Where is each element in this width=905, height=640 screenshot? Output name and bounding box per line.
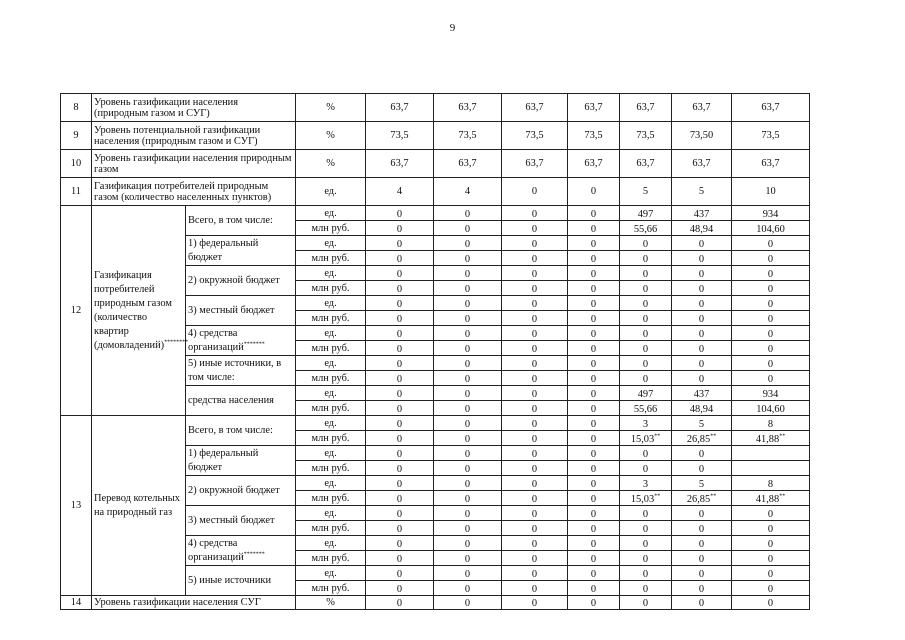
- value-cell: 0: [568, 521, 620, 536]
- value-cell: 63,7: [672, 150, 732, 178]
- value-cell: 63,7: [568, 94, 620, 122]
- value-cell: 63,7: [502, 94, 568, 122]
- source-label: Всего, в том числе:: [186, 416, 296, 446]
- value-cell: 0: [568, 206, 620, 221]
- value-cell: 0: [502, 551, 568, 566]
- value-cell: 0: [672, 356, 732, 371]
- value-cell: 0: [568, 356, 620, 371]
- value-cell: 0: [502, 491, 568, 506]
- unit-cell: ед.: [296, 178, 366, 206]
- value-cell: 0: [568, 236, 620, 251]
- row-number: 13: [61, 416, 92, 596]
- value-cell: 0: [366, 461, 434, 476]
- value-cell: 5: [620, 178, 672, 206]
- value-cell: 0: [366, 566, 434, 581]
- value-cell: 0: [434, 236, 502, 251]
- value-cell: 0: [620, 521, 672, 536]
- value-cell: 0: [568, 581, 620, 596]
- value-cell: 0: [620, 461, 672, 476]
- source-label: Всего, в том числе:: [186, 206, 296, 236]
- value-cell: 0: [568, 386, 620, 401]
- value-cell: 55,66: [620, 401, 672, 416]
- value-cell: 0: [672, 536, 732, 551]
- value-cell: 0: [434, 266, 502, 281]
- value-cell: 5: [672, 178, 732, 206]
- unit-cell: %: [296, 122, 366, 150]
- source-label: 3) местный бюджет: [186, 506, 296, 536]
- value-cell: 0: [568, 551, 620, 566]
- value-cell: 0: [366, 416, 434, 431]
- unit-cell: %: [296, 94, 366, 122]
- value-cell: 0: [502, 266, 568, 281]
- value-cell: 63,7: [434, 94, 502, 122]
- value-cell: 0: [732, 536, 810, 551]
- value-cell: 63,7: [366, 150, 434, 178]
- value-cell: 0: [434, 401, 502, 416]
- value-cell: 63,7: [502, 150, 568, 178]
- value-cell: 0: [568, 566, 620, 581]
- value-cell: 0: [568, 281, 620, 296]
- value-cell: 0: [732, 281, 810, 296]
- value-cell: 0: [568, 401, 620, 416]
- indicator-name: Уровень газификации населения природным газом: [92, 150, 296, 178]
- unit-cell: ед.: [296, 566, 366, 581]
- value-cell: 0: [568, 326, 620, 341]
- table-row: [61, 178, 810, 206]
- value-cell: 63,7: [732, 150, 810, 178]
- value-cell: 0: [620, 296, 672, 311]
- unit-cell: ед.: [296, 506, 366, 521]
- value-cell: 0: [620, 371, 672, 386]
- value-cell: 0: [434, 371, 502, 386]
- value-cell: 0: [732, 596, 810, 610]
- value-cell: 497: [620, 386, 672, 401]
- value-cell: 0: [434, 461, 502, 476]
- source-label: 1) федеральный бюджет: [186, 236, 296, 266]
- value-cell: 0: [568, 266, 620, 281]
- value-cell: 0: [366, 326, 434, 341]
- unit-cell: млн руб.: [296, 371, 366, 386]
- value-cell: 0: [366, 551, 434, 566]
- unit-cell: ед.: [296, 266, 366, 281]
- row-number: 9: [61, 122, 92, 150]
- value-cell: 0: [366, 536, 434, 551]
- value-cell: 0: [568, 178, 620, 206]
- row-number: 11: [61, 178, 92, 206]
- value-cell: 4: [434, 178, 502, 206]
- value-cell: 63,7: [620, 150, 672, 178]
- value-cell: 0: [502, 178, 568, 206]
- row-number: 12: [61, 206, 92, 416]
- value-cell: 0: [434, 581, 502, 596]
- value-cell: 437: [672, 386, 732, 401]
- unit-cell: млн руб.: [296, 281, 366, 296]
- value-cell: 10: [732, 178, 810, 206]
- value-cell: 0: [732, 521, 810, 536]
- value-cell: 0: [732, 311, 810, 326]
- value-cell: 0: [732, 326, 810, 341]
- value-cell: 0: [502, 521, 568, 536]
- value-cell: 0: [620, 236, 672, 251]
- table-row: [61, 94, 810, 122]
- value-cell: 0: [366, 506, 434, 521]
- value-cell: 0: [502, 461, 568, 476]
- value-cell: 0: [366, 281, 434, 296]
- source-label: 4) средства организаций*******: [186, 536, 296, 566]
- value-cell: 3: [620, 416, 672, 431]
- value-cell: 0: [502, 251, 568, 266]
- value-cell: 0: [620, 551, 672, 566]
- unit-cell: млн руб.: [296, 341, 366, 356]
- value-cell: 0: [502, 596, 568, 610]
- value-cell: 0: [434, 206, 502, 221]
- value-cell: 0: [434, 476, 502, 491]
- value-cell: 0: [672, 461, 732, 476]
- value-cell: 0: [620, 341, 672, 356]
- value-cell: [732, 461, 810, 476]
- value-cell: 0: [366, 446, 434, 461]
- source-label: 3) местный бюджет: [186, 296, 296, 326]
- value-cell: 0: [434, 506, 502, 521]
- value-cell: 0: [568, 416, 620, 431]
- unit-cell: ед.: [296, 386, 366, 401]
- value-cell: 0: [502, 371, 568, 386]
- unit-cell: млн руб.: [296, 491, 366, 506]
- value-cell: 0: [366, 596, 434, 610]
- value-cell: 0: [366, 491, 434, 506]
- value-cell: 0: [434, 491, 502, 506]
- value-cell: 0: [620, 506, 672, 521]
- value-cell: 0: [732, 236, 810, 251]
- value-cell: 0: [366, 386, 434, 401]
- value-cell: 0: [502, 431, 568, 446]
- value-cell: 0: [672, 446, 732, 461]
- value-cell: 0: [366, 356, 434, 371]
- unit-cell: ед.: [296, 476, 366, 491]
- value-cell: 0: [502, 206, 568, 221]
- value-cell: 0: [672, 371, 732, 386]
- value-cell: 0: [732, 371, 810, 386]
- value-cell: 26,85**: [672, 431, 732, 446]
- page-number: 9: [449, 22, 456, 34]
- value-cell: 63,7: [568, 150, 620, 178]
- table-body: [61, 94, 810, 610]
- unit-cell: млн руб.: [296, 581, 366, 596]
- value-cell: 0: [672, 266, 732, 281]
- unit-cell: ед.: [296, 416, 366, 431]
- indicator-name: Уровень газификации населения (природным газом и СУГ): [92, 94, 296, 122]
- source-label: средства населения: [186, 386, 296, 416]
- value-cell: 0: [434, 356, 502, 371]
- unit-cell: %: [296, 596, 366, 610]
- value-cell: 0: [366, 521, 434, 536]
- value-cell: 0: [502, 416, 568, 431]
- gasification-indicators-table: [60, 93, 810, 610]
- value-cell: 0: [672, 506, 732, 521]
- unit-cell: ед.: [296, 356, 366, 371]
- value-cell: 0: [366, 221, 434, 236]
- value-cell: 63,7: [672, 94, 732, 122]
- unit-cell: млн руб.: [296, 551, 366, 566]
- value-cell: 55,66: [620, 221, 672, 236]
- unit-cell: ед.: [296, 446, 366, 461]
- value-cell: 0: [568, 431, 620, 446]
- unit-cell: ед.: [296, 296, 366, 311]
- value-cell: 0: [502, 446, 568, 461]
- source-label: 4) средства организаций*******: [186, 326, 296, 356]
- value-cell: 0: [366, 476, 434, 491]
- value-cell: 73,5: [732, 122, 810, 150]
- value-cell: 15,03**: [620, 431, 672, 446]
- value-cell: 0: [672, 236, 732, 251]
- value-cell: 0: [366, 236, 434, 251]
- value-cell: 0: [502, 356, 568, 371]
- value-cell: 0: [366, 581, 434, 596]
- unit-cell: ед.: [296, 536, 366, 551]
- indicator-name: Газификация потребителей природным газом (количество населенных пунктов): [92, 178, 296, 206]
- unit-cell: млн руб.: [296, 401, 366, 416]
- value-cell: 0: [732, 266, 810, 281]
- value-cell: 0: [672, 341, 732, 356]
- value-cell: 0: [568, 491, 620, 506]
- value-cell: 0: [502, 401, 568, 416]
- value-cell: 4: [366, 178, 434, 206]
- value-cell: 0: [434, 221, 502, 236]
- value-cell: 104,60: [732, 221, 810, 236]
- value-cell: 0: [434, 416, 502, 431]
- value-cell: 0: [502, 506, 568, 521]
- value-cell: 0: [366, 206, 434, 221]
- value-cell: 0: [366, 251, 434, 266]
- row-number: 10: [61, 150, 92, 178]
- value-cell: 0: [620, 446, 672, 461]
- value-cell: 0: [620, 581, 672, 596]
- unit-cell: ед.: [296, 206, 366, 221]
- value-cell: 0: [732, 551, 810, 566]
- source-label: 1) федеральный бюджет: [186, 446, 296, 476]
- value-cell: 0: [568, 221, 620, 236]
- value-cell: 0: [620, 266, 672, 281]
- value-cell: 0: [568, 251, 620, 266]
- table-row: [61, 416, 810, 431]
- value-cell: 0: [502, 221, 568, 236]
- value-cell: 0: [434, 596, 502, 610]
- indicator-name: Газификация потребителей природным газом (количество квартир (домовладений)********: [92, 206, 186, 416]
- unit-cell: млн руб.: [296, 521, 366, 536]
- value-cell: 0: [434, 536, 502, 551]
- table-row: [61, 150, 810, 178]
- value-cell: 0: [732, 581, 810, 596]
- value-cell: 73,50: [672, 122, 732, 150]
- value-cell: 8: [732, 416, 810, 431]
- value-cell: 0: [672, 281, 732, 296]
- value-cell: 0: [620, 281, 672, 296]
- value-cell: 0: [434, 296, 502, 311]
- value-cell: 0: [568, 536, 620, 551]
- value-cell: 0: [366, 311, 434, 326]
- indicator-name: Перевод котельных на природный газ: [92, 416, 186, 596]
- value-cell: 73,5: [366, 122, 434, 150]
- value-cell: 73,5: [434, 122, 502, 150]
- value-cell: 0: [434, 566, 502, 581]
- value-cell: 48,94: [672, 221, 732, 236]
- value-cell: 73,5: [502, 122, 568, 150]
- value-cell: 0: [672, 566, 732, 581]
- source-label: 5) иные источники: [186, 566, 296, 596]
- value-cell: 0: [366, 341, 434, 356]
- value-cell: 0: [366, 266, 434, 281]
- value-cell: 0: [434, 446, 502, 461]
- value-cell: 497: [620, 206, 672, 221]
- row-number: 8: [61, 94, 92, 122]
- value-cell: 0: [568, 371, 620, 386]
- value-cell: 437: [672, 206, 732, 221]
- value-cell: 0: [434, 551, 502, 566]
- value-cell: 0: [502, 386, 568, 401]
- value-cell: 0: [502, 281, 568, 296]
- value-cell: 934: [732, 206, 810, 221]
- unit-cell: млн руб.: [296, 461, 366, 476]
- unit-cell: млн руб.: [296, 221, 366, 236]
- value-cell: 0: [620, 326, 672, 341]
- value-cell: 0: [568, 461, 620, 476]
- value-cell: 0: [620, 566, 672, 581]
- value-cell: 0: [568, 341, 620, 356]
- unit-cell: ед.: [296, 326, 366, 341]
- indicator-name: Уровень газификации населения СУГ: [92, 596, 296, 610]
- value-cell: 0: [434, 386, 502, 401]
- value-cell: 41,88**: [732, 491, 810, 506]
- value-cell: 0: [502, 296, 568, 311]
- value-cell: 0: [568, 446, 620, 461]
- value-cell: 0: [502, 581, 568, 596]
- value-cell: 0: [366, 371, 434, 386]
- value-cell: 73,5: [620, 122, 672, 150]
- value-cell: 0: [568, 311, 620, 326]
- source-label: 2) окружной бюджет: [186, 266, 296, 296]
- value-cell: 0: [672, 551, 732, 566]
- value-cell: 0: [366, 296, 434, 311]
- table-row: [61, 122, 810, 150]
- value-cell: 73,5: [568, 122, 620, 150]
- value-cell: 0: [434, 431, 502, 446]
- unit-cell: %: [296, 150, 366, 178]
- value-cell: 0: [620, 311, 672, 326]
- value-cell: 5: [672, 416, 732, 431]
- value-cell: 0: [366, 431, 434, 446]
- value-cell: 0: [672, 596, 732, 610]
- value-cell: 0: [732, 356, 810, 371]
- value-cell: 63,7: [732, 94, 810, 122]
- value-cell: 0: [732, 341, 810, 356]
- unit-cell: ед.: [296, 236, 366, 251]
- value-cell: 15,03**: [620, 491, 672, 506]
- value-cell: 0: [672, 311, 732, 326]
- value-cell: 934: [732, 386, 810, 401]
- value-cell: 63,7: [434, 150, 502, 178]
- value-cell: [732, 446, 810, 461]
- value-cell: 41,88**: [732, 431, 810, 446]
- value-cell: 0: [502, 236, 568, 251]
- value-cell: 0: [502, 341, 568, 356]
- value-cell: 0: [732, 506, 810, 521]
- value-cell: 0: [568, 596, 620, 610]
- value-cell: 0: [732, 296, 810, 311]
- value-cell: 5: [672, 476, 732, 491]
- value-cell: 0: [620, 536, 672, 551]
- value-cell: 0: [672, 326, 732, 341]
- value-cell: 3: [620, 476, 672, 491]
- value-cell: 0: [568, 506, 620, 521]
- value-cell: 0: [502, 536, 568, 551]
- unit-cell: млн руб.: [296, 431, 366, 446]
- value-cell: 48,94: [672, 401, 732, 416]
- value-cell: 0: [568, 476, 620, 491]
- value-cell: 0: [434, 326, 502, 341]
- value-cell: 0: [434, 341, 502, 356]
- value-cell: 63,7: [366, 94, 434, 122]
- row-number: 14: [61, 596, 92, 610]
- unit-cell: млн руб.: [296, 311, 366, 326]
- value-cell: 8: [732, 476, 810, 491]
- value-cell: 0: [672, 521, 732, 536]
- value-cell: 0: [672, 251, 732, 266]
- value-cell: 0: [434, 281, 502, 296]
- value-cell: 0: [502, 326, 568, 341]
- value-cell: 0: [502, 476, 568, 491]
- value-cell: 0: [620, 251, 672, 266]
- value-cell: 0: [672, 581, 732, 596]
- value-cell: 0: [568, 296, 620, 311]
- value-cell: 0: [620, 356, 672, 371]
- indicator-name: Уровень потенциальной газификации населения (природным газом и СУГ): [92, 122, 296, 150]
- table-row: [61, 596, 810, 610]
- value-cell: 26,85**: [672, 491, 732, 506]
- value-cell: 63,7: [620, 94, 672, 122]
- unit-cell: млн руб.: [296, 251, 366, 266]
- value-cell: 0: [672, 296, 732, 311]
- value-cell: 0: [620, 596, 672, 610]
- value-cell: 0: [434, 311, 502, 326]
- value-cell: 0: [502, 566, 568, 581]
- source-label: 5) иные источники, в том числе:: [186, 356, 296, 386]
- source-label: 2) окружной бюджет: [186, 476, 296, 506]
- value-cell: 104,60: [732, 401, 810, 416]
- table-row: [61, 206, 810, 221]
- value-cell: 0: [366, 401, 434, 416]
- value-cell: 0: [434, 521, 502, 536]
- value-cell: 0: [434, 251, 502, 266]
- value-cell: 0: [732, 251, 810, 266]
- value-cell: 0: [502, 311, 568, 326]
- value-cell: 0: [732, 566, 810, 581]
